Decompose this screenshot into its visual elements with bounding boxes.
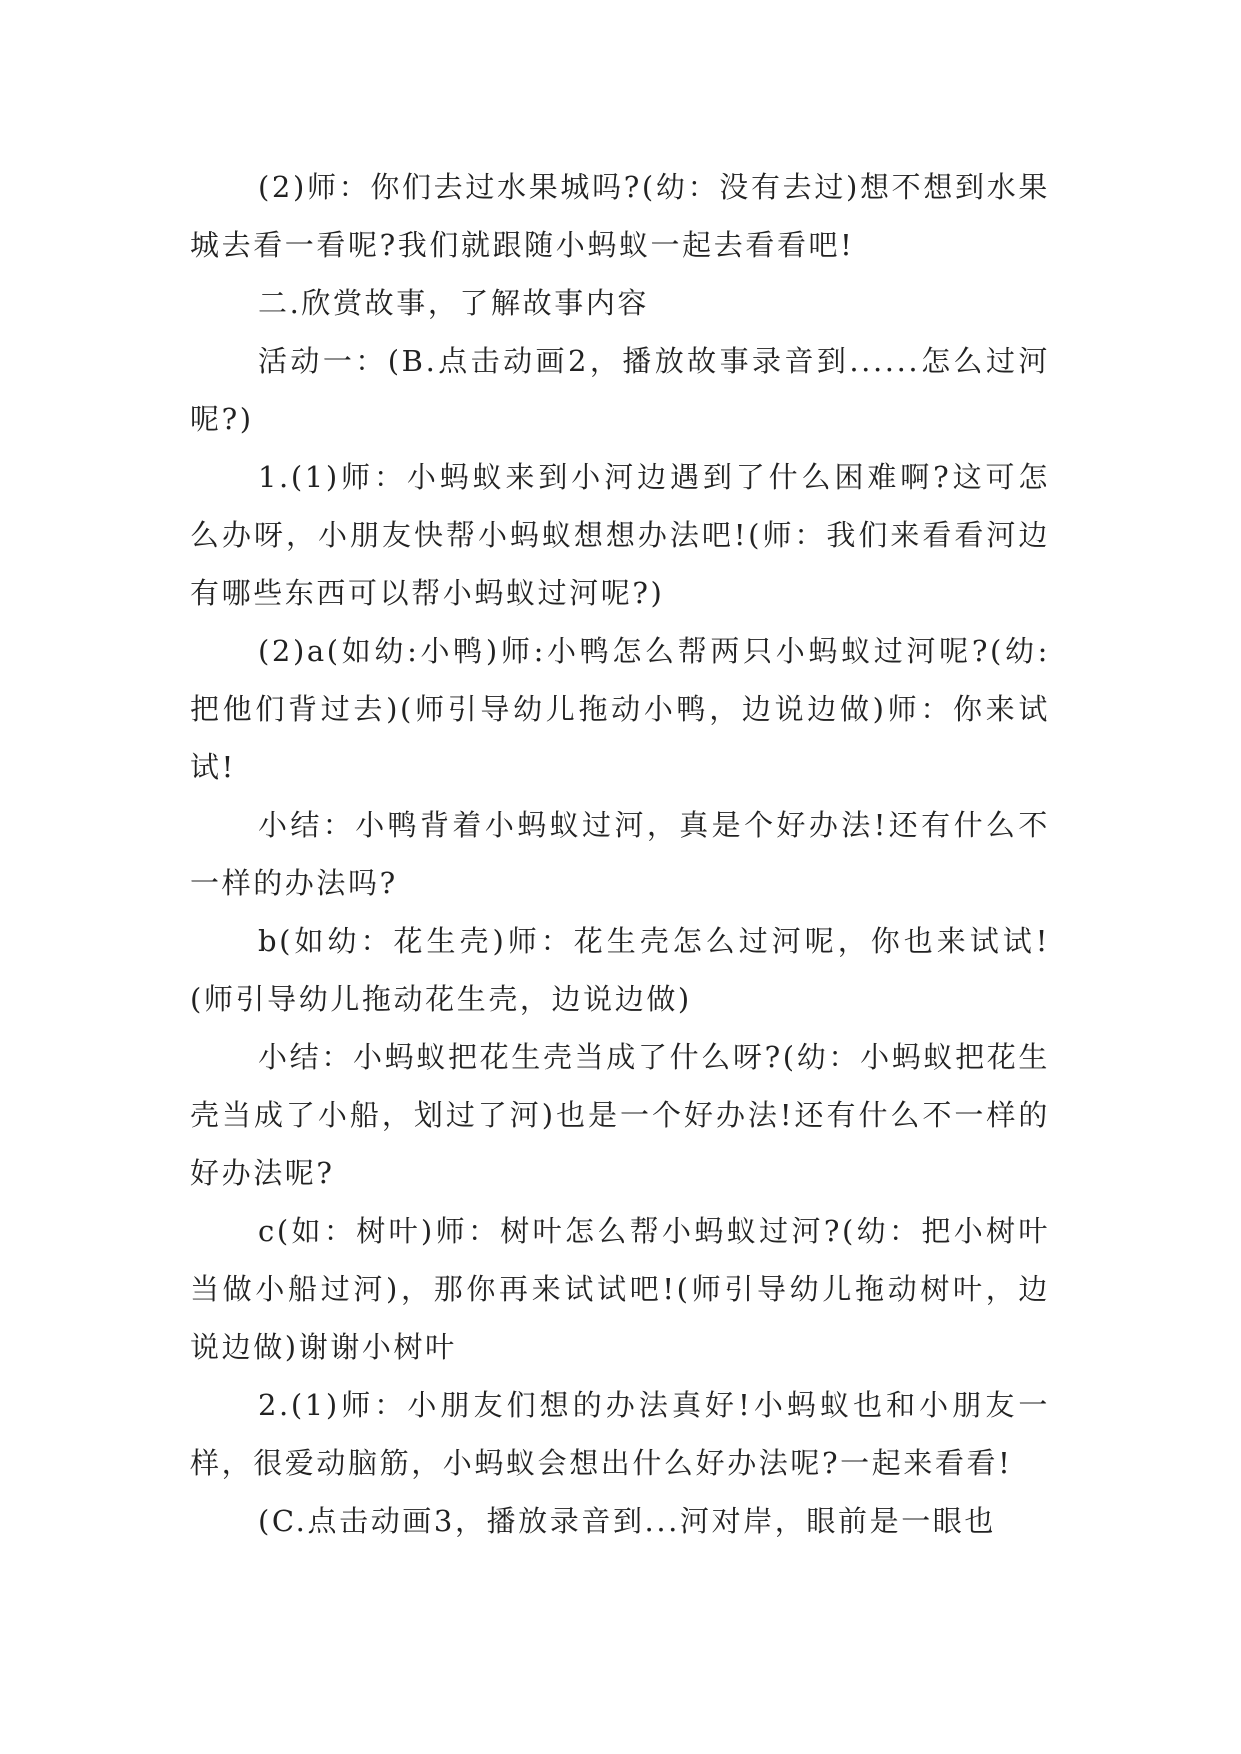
document-body [190,158,1050,1550]
paragraph-intro-question: (2)师：你们去过水果城吗?(幼：没有去过)想不想到水果城去看一看呢?我们就跟随小蚂蚁一起去看看吧! [190,170,1050,262]
paragraph-step-two: 2.(1)师：小朋友们想的办法真好!小蚂蚁也和小朋友一样，很爱动脑筋，小蚂蚁会想出什么好办法呢?一起来看看! [190,1388,1050,1480]
paragraph-leaf: c(如：树叶)师：树叶怎么帮小蚂蚁过河?(幼：把小树叶当做小船过河)，那你再来试试吧!(师引导幼儿拖动树叶，边说边做)谢谢小树叶 [190,1214,1050,1364]
paragraph-activity-one: 活动一：(B.点击动画2，播放故事录音到......怎么过河呢?) [190,344,1050,436]
paragraph-summary-duck: 小结：小鸭背着小蚂蚁过河，真是个好办法!还有什么不一样的办法吗? [190,808,1050,900]
paragraph-duck: (2)a(如幼:小鸭)师:小鸭怎么帮两只小蚂蚁过河呢?(幼:把他们背过去)(师引导幼儿拖动小鸭，边说边做)师：你来试试! [190,634,1050,784]
paragraph-peanut-shell: b(如幼：花生壳)师：花生壳怎么过河呢，你也来试试!(师引导幼儿拖动花生壳，边说边做) [190,924,1050,1016]
paragraph-step-one: 1.(1)师：小蚂蚁来到小河边遇到了什么困难啊?这可怎么办呀，小朋友快帮小蚂蚁想想办法吧!(师：我们来看看河边有哪些东西可以帮小蚂蚁过河呢?) [190,460,1050,610]
section-heading: 二.欣赏故事，了解故事内容 [258,286,650,320]
paragraph-summary-peanut: 小结：小蚂蚁把花生壳当成了什么呀?(幼：小蚂蚁把花生壳当成了小船，划过了河)也是一个好办法!还有什么不一样的好办法呢? [190,1040,1050,1190]
paragraph-animation-three: (C.点击动画3，播放录音到...河对岸，眼前是一眼也 [258,1504,996,1538]
